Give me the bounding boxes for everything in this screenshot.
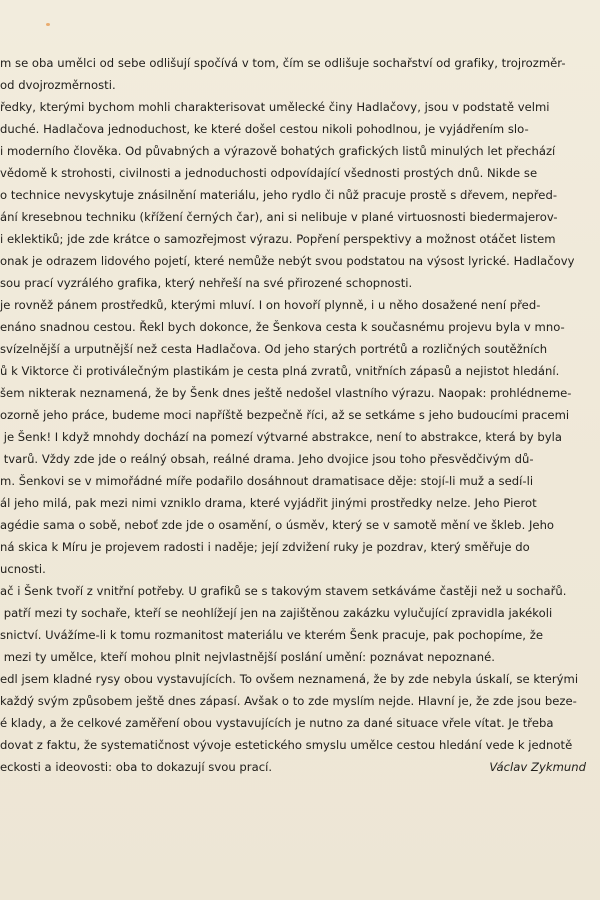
text-line: ozorně jeho práce, budeme moci napříště bezpečně říci, až se setkáme s jeho budoucími pracemi: [0, 408, 570, 422]
text-line: je Šenk! I když mnohdy dochází na pomezí výtvarné abstrakce, není to abstrakce, která by byla: [0, 430, 563, 444]
text-line: mezi ty umělce, kteří mohou plnit nejvlastnější poslání umění: poznávat nepoznané.: [0, 650, 495, 664]
text-line: ál jeho milá, pak mezi nimi vzniklo drama, které vyjádřit jinými prostředky nelze. Jeho Pierot: [0, 496, 537, 510]
text-line: i moderního člověka. Od půvabných a výrazově bohatých grafických listů minulých let přechází: [0, 144, 556, 158]
text-line: snictví. Uvážíme-li k tomu rozmanitost materiálu ve kterém Šenk pracuje, pak pochopíme, že: [0, 628, 543, 642]
text-line: ucnosti.: [0, 562, 46, 576]
text-line: od dvojrozměrnosti.: [0, 78, 116, 92]
text-line: ředky, kterými bychom mohli charakterisovat umělecké činy Hadlačovy, jsou v podstatě velmi: [0, 100, 550, 114]
text-line: é klady, a že celkové zaměření obou vystavujících je nutno za dané situace vřele vítat. Je třeba: [0, 716, 554, 730]
text-line: agédie sama o sobě, neboť zde jde o osamění, o úsměv, který se v samotě mění ve škleb. Jeho: [0, 518, 555, 532]
text-line: ná skica k Míru je projevem radosti i naděje; její zdvižení ruky je pozdrav, který směřuje do: [0, 540, 530, 554]
text-line: ů k Viktorce či protiválečným plastikám je cesta plná zvratů, vnitřních zápasů a nejistot hledání.: [0, 364, 560, 378]
text-line: sou prací vyzrálého grafika, který nehřeší na své přirozené schopnosti.: [0, 276, 413, 290]
text-line: dovat z faktu, že systematičnost vývoje estetického smyslu umělce cestou hledání vede k jednotě: [0, 738, 573, 752]
text-line: m se oba umělci od sebe odlišují spočívá v tom, čím se odlišuje sochařství od grafiky, trojrozměr-: [0, 56, 566, 70]
text-line: tvarů. Vždy zde jde o reálný obsah, reálné drama. Jeho dvojice jsou toho přesvědčivým dů-: [0, 452, 534, 466]
text-line: ač i Šenk tvoří z vnitřní potřeby. U grafiků se s takovým stavem setkáváme častěji než u sochařů.: [0, 584, 567, 598]
text-line: každý svým způsobem ještě dnes zápasí. Avšak o to zde myslím nejde. Hlavní je, že zde jsou beze-: [0, 694, 577, 708]
text-line: vědomě k strohosti, civilnosti a jednoduchosti odpovídající všednosti prostých dnů. Nikde se: [0, 166, 538, 180]
text-line: patří mezi ty sochaře, kteří se neohlížejí jen na zajištěnou zakázku vylučující zpravidla jakékoli: [0, 606, 553, 620]
text-line: o technice nevyskytuje znásilnění materiálu, jeho rydlo či nůž pracuje prostě s dřevem, nepřed-: [0, 188, 558, 202]
paper-spot: [46, 23, 50, 26]
text-line: duché. Hadlačova jednoduchost, ke které došel cestou nikoli pohodlnou, je vyjádřením slo-: [0, 122, 529, 136]
text-line: i eklektiků; jde zde krátce o samozřejmost výrazu. Popření perspektivy a možnost otáčet listem: [0, 232, 556, 246]
text-line: eckosti a ideovosti: oba to dokazují svou prací. Václav Zykmund: [0, 756, 586, 778]
text-line: ání kresebnou techniku (křížení černých čar), ani si nelibuje v plané virtuosnosti biedermajerov-: [0, 210, 558, 224]
text-line: edl jsem kladné rysy obou vystavujících. To ovšem neznamená, že by zde nebyla úskalí, se kterými: [0, 672, 579, 686]
text-line: je rovněž pánem prostředků, kterými mluví. I on hovoří plynně, i u něho dosažené není před-: [0, 298, 541, 312]
author-signature: Václav Zykmund: [489, 760, 586, 774]
text-line: onak je odrazem lidového pojetí, které nemůže nebýt svou podstatou na výsost lyrické. Hadlačovy: [0, 254, 575, 268]
text-line: svízelnější a urputnější než cesta Hadlačova. Od jeho starých portrétů a rozličných soutěžních: [0, 342, 548, 356]
text-line: šem nikterak neznamená, že by Šenk dnes ještě nedošel vlastního výrazu. Naopak: prohlédneme-: [0, 386, 572, 400]
text-line: enáno snadnou cestou. Řekl bych dokonce, že Šenkova cesta k současnému projevu byla v mno-: [0, 320, 565, 334]
text-line: m. Šenkovi se v mimořádné míře podařilo dosáhnout dramatisace děje: stojí-li muž a sedí-li: [0, 474, 534, 488]
